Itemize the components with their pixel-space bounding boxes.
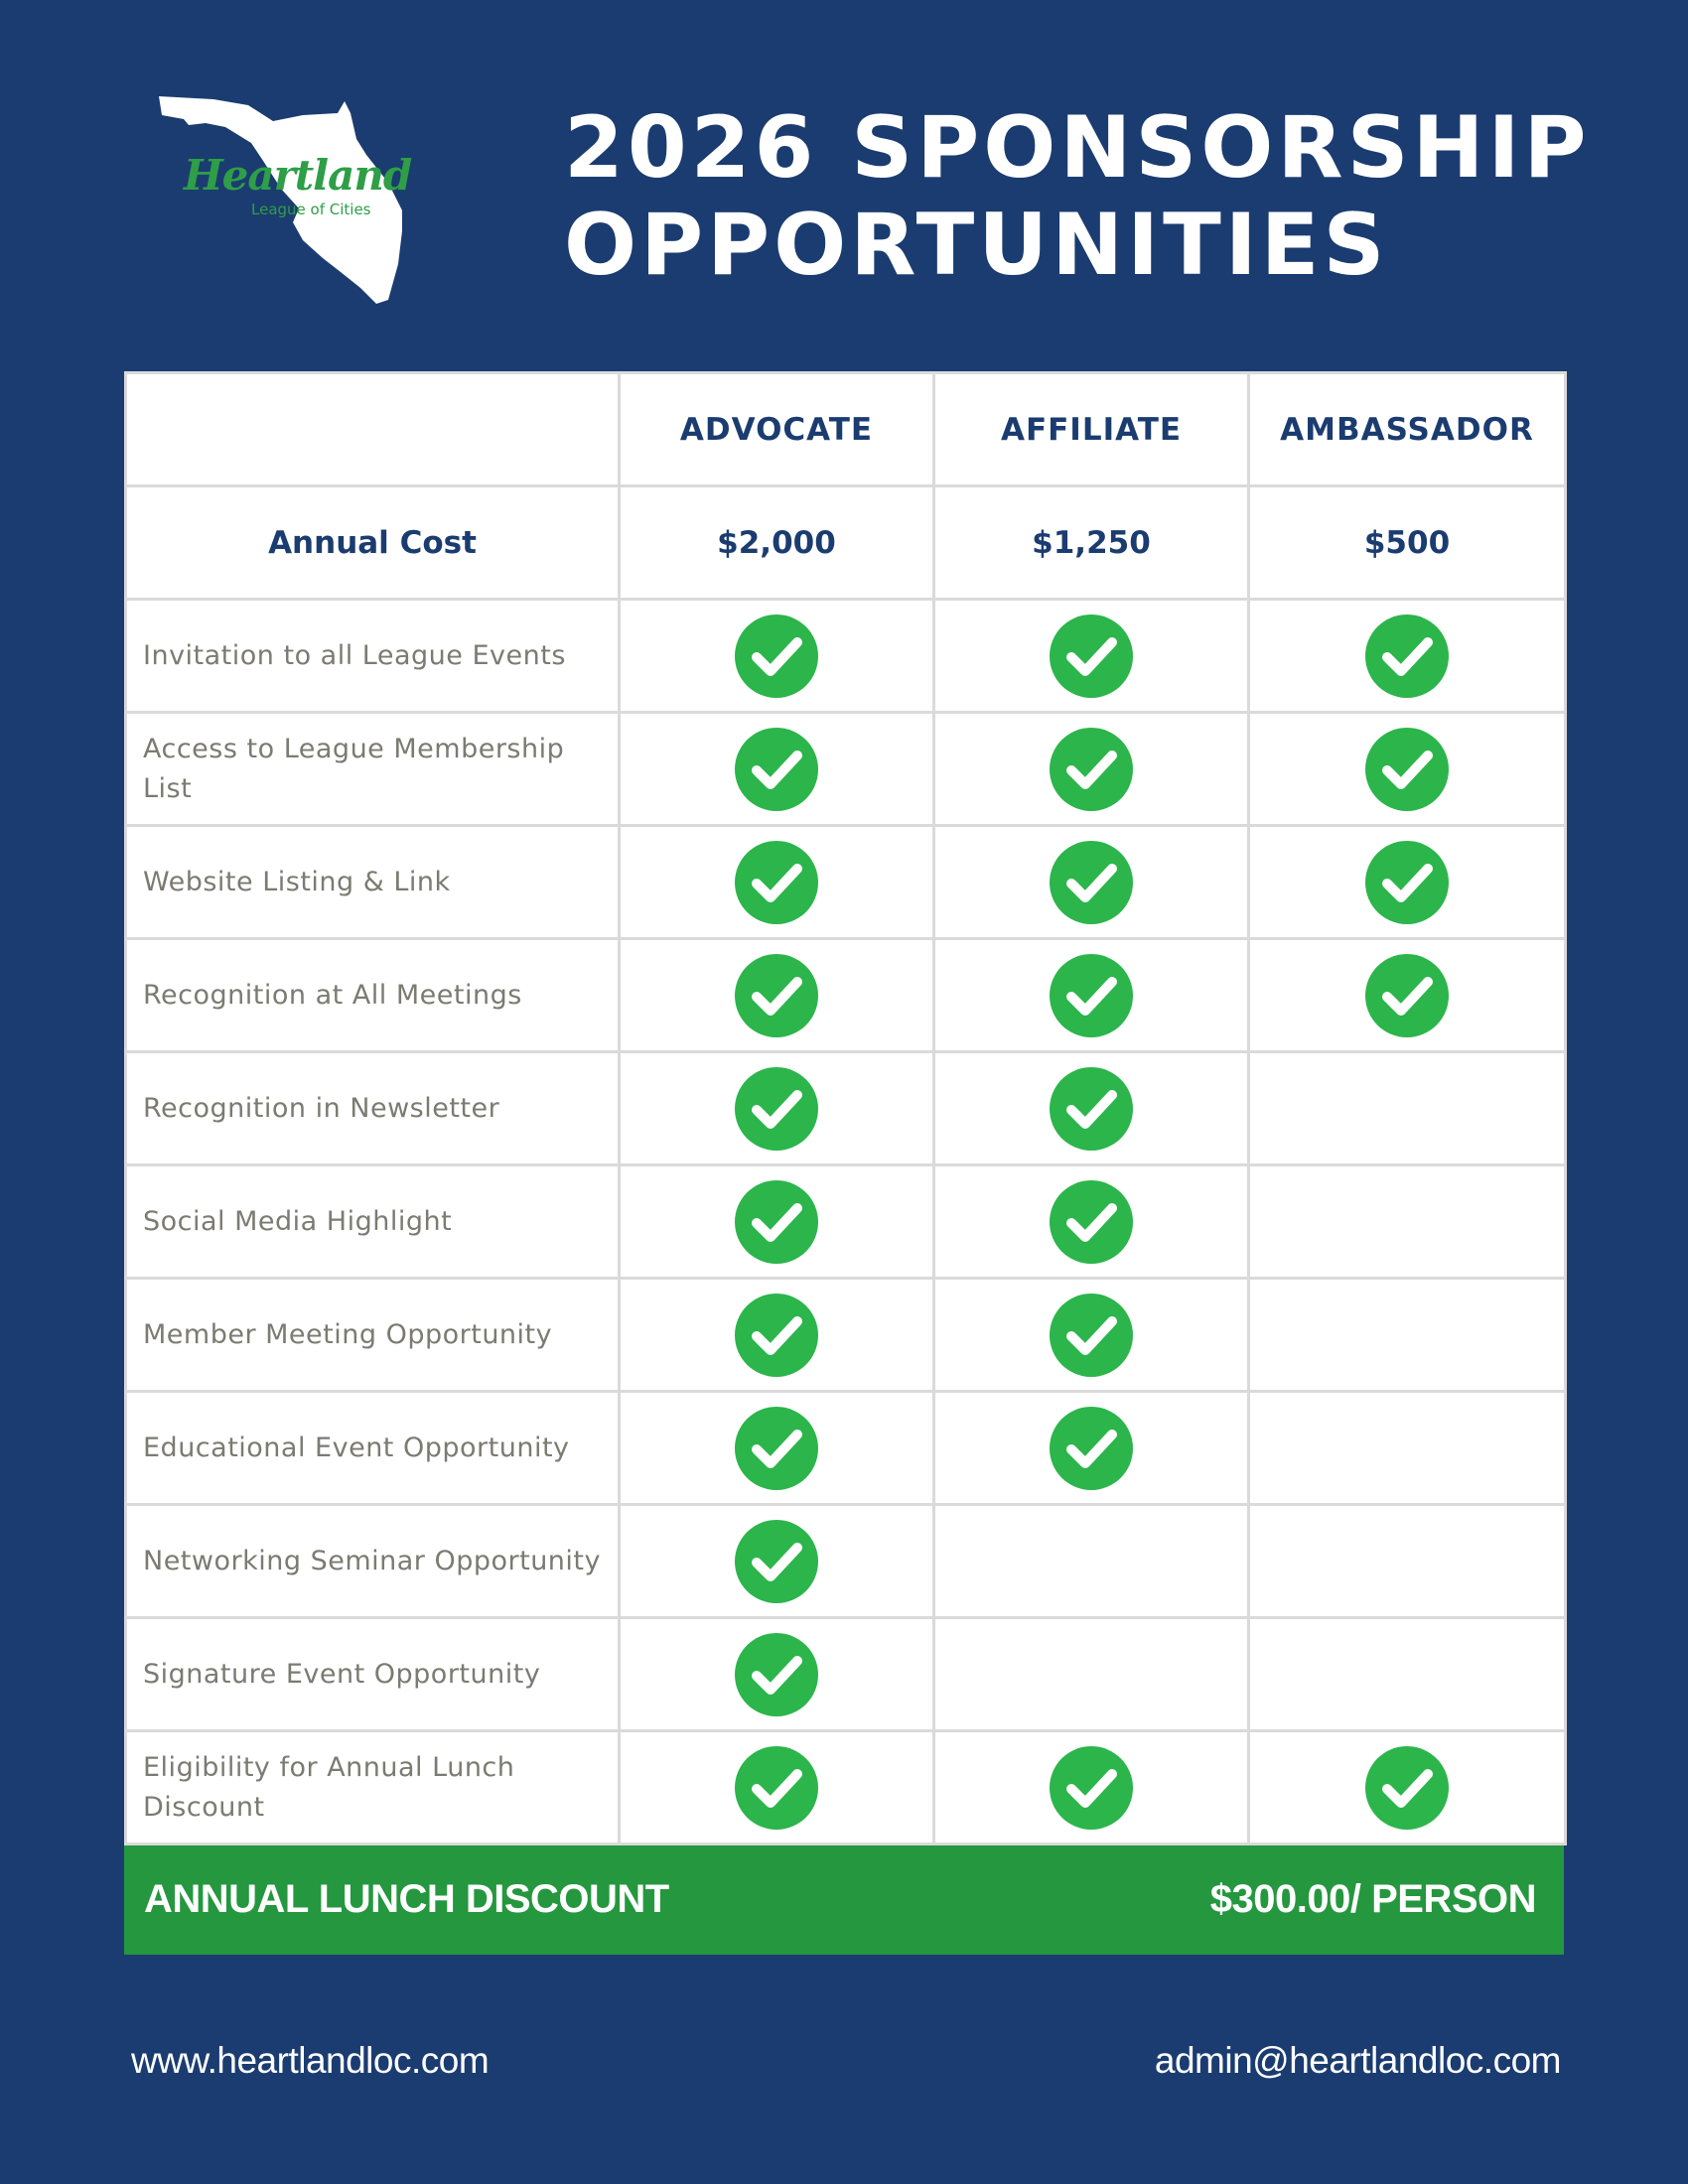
feature-label: Educational Event Opportunity xyxy=(126,1392,620,1505)
check-circle-icon xyxy=(734,1519,819,1604)
feature-cell-ambassador xyxy=(1249,1505,1566,1618)
feature-label: Social Media Highlight xyxy=(126,1165,620,1279)
check-circle-icon xyxy=(1049,840,1134,925)
check-circle-icon xyxy=(1049,1066,1134,1152)
logo-subtitle: League of Cities xyxy=(251,201,371,218)
feature-cell-advocate xyxy=(620,1052,934,1165)
feature-label: Access to League Membership List xyxy=(126,713,620,826)
feature-label: Eligibility for Annual Lunch Discount xyxy=(126,1731,620,1844)
check-circle-icon xyxy=(734,1745,819,1831)
check-circle-icon xyxy=(734,614,819,699)
feature-row xyxy=(126,1505,1566,1618)
feature-cell-ambassador xyxy=(1249,1279,1566,1392)
feature-cell-affiliate xyxy=(934,1392,1249,1505)
feature-row xyxy=(126,1165,1566,1279)
feature-row xyxy=(126,1392,1566,1505)
feature-label: Member Meeting Opportunity xyxy=(126,1279,620,1392)
sponsorship-table-container xyxy=(124,371,1564,1955)
feature-cell-ambassador xyxy=(1249,826,1566,939)
annual-cost-row xyxy=(126,486,1566,600)
check-circle-icon xyxy=(734,1179,819,1265)
tier-affiliate: AFFILIATE xyxy=(934,373,1249,486)
check-circle-icon xyxy=(1364,840,1450,925)
tier-advocate: ADVOCATE xyxy=(620,373,934,486)
feature-row xyxy=(126,1731,1566,1844)
feature-row xyxy=(126,1279,1566,1392)
feature-cell-affiliate xyxy=(934,1052,1249,1165)
feature-cell-ambassador xyxy=(1249,1052,1566,1165)
feature-label: Website Listing & Link xyxy=(126,826,620,939)
feature-cell-advocate xyxy=(620,1165,934,1279)
check-circle-icon xyxy=(1049,727,1134,812)
feature-cell-ambassador xyxy=(1249,1618,1566,1731)
feature-cell-affiliate xyxy=(934,1505,1249,1618)
feature-cell-ambassador xyxy=(1249,1392,1566,1505)
sponsorship-table xyxy=(124,371,1567,1845)
title-line-1: 2026 SPONSORSHIP xyxy=(564,98,1591,198)
page-title xyxy=(564,99,1656,294)
feature-cell-affiliate xyxy=(934,1731,1249,1844)
feature-cell-advocate xyxy=(620,713,934,826)
feature-cell-ambassador xyxy=(1249,713,1566,826)
feature-row xyxy=(126,600,1566,713)
check-circle-icon xyxy=(734,1066,819,1152)
check-circle-icon xyxy=(734,727,819,812)
feature-cell-advocate xyxy=(620,1731,934,1844)
feature-row xyxy=(126,939,1566,1052)
title-line-2: OPPORTUNITIES xyxy=(564,196,1389,295)
feature-label: Recognition at All Meetings xyxy=(126,939,620,1052)
check-circle-icon xyxy=(1049,614,1134,699)
cost-ambassador: $500 xyxy=(1249,486,1566,600)
check-circle-icon xyxy=(1364,953,1450,1038)
check-circle-icon xyxy=(1364,727,1450,812)
tier-header-row xyxy=(126,373,1566,486)
feature-label: Recognition in Newsletter xyxy=(126,1052,620,1165)
feature-cell-affiliate xyxy=(934,600,1249,713)
feature-label: Invitation to all League Events xyxy=(126,600,620,713)
feature-cell-affiliate xyxy=(934,1165,1249,1279)
feature-cell-ambassador xyxy=(1249,600,1566,713)
cost-affiliate: $1,250 xyxy=(934,486,1249,600)
empty-corner-cell xyxy=(126,373,620,486)
feature-row xyxy=(126,826,1566,939)
feature-cell-advocate xyxy=(620,939,934,1052)
check-circle-icon xyxy=(734,1293,819,1378)
feature-cell-affiliate xyxy=(934,1618,1249,1731)
check-circle-icon xyxy=(1049,1179,1134,1265)
lunch-discount-banner xyxy=(124,1845,1564,1955)
check-circle-icon xyxy=(734,953,819,1038)
feature-cell-affiliate xyxy=(934,826,1249,939)
feature-cell-affiliate xyxy=(934,713,1249,826)
check-circle-icon xyxy=(1364,1745,1450,1831)
email-link[interactable]: admin@heartlandloc.com xyxy=(1154,2040,1561,2081)
feature-row xyxy=(126,1052,1566,1165)
feature-cell-advocate xyxy=(620,600,934,713)
feature-cell-ambassador xyxy=(1249,939,1566,1052)
feature-label: Networking Seminar Opportunity xyxy=(126,1505,620,1618)
check-circle-icon xyxy=(734,1632,819,1717)
feature-cell-affiliate xyxy=(934,1279,1249,1392)
cost-advocate: $2,000 xyxy=(620,486,934,600)
check-circle-icon xyxy=(734,1406,819,1491)
check-circle-icon xyxy=(1364,614,1450,699)
feature-cell-advocate xyxy=(620,1505,934,1618)
check-circle-icon xyxy=(1049,1745,1134,1831)
heartland-logo xyxy=(154,91,412,310)
feature-cell-ambassador xyxy=(1249,1165,1566,1279)
lunch-discount-value: $300.00/ PERSON xyxy=(1209,1877,1536,1921)
feature-cell-advocate xyxy=(620,1392,934,1505)
feature-cell-affiliate xyxy=(934,939,1249,1052)
feature-cell-advocate xyxy=(620,1279,934,1392)
check-circle-icon xyxy=(1049,1293,1134,1378)
feature-row xyxy=(126,1618,1566,1731)
feature-cell-advocate xyxy=(620,1618,934,1731)
logo-wordmark: Heartland xyxy=(184,151,412,200)
lunch-discount-label: ANNUAL LUNCH DISCOUNT xyxy=(144,1877,669,1921)
annual-cost-label: Annual Cost xyxy=(126,486,620,600)
tier-ambassador: AMBASSADOR xyxy=(1249,373,1566,486)
feature-cell-advocate xyxy=(620,826,934,939)
feature-label: Signature Event Opportunity xyxy=(126,1618,620,1731)
feature-row xyxy=(126,713,1566,826)
check-circle-icon xyxy=(734,840,819,925)
check-circle-icon xyxy=(1049,953,1134,1038)
sponsorship-table-body xyxy=(126,373,1566,1844)
feature-cell-ambassador xyxy=(1249,1731,1566,1844)
check-circle-icon xyxy=(1049,1406,1134,1491)
website-link[interactable]: www.heartlandloc.com xyxy=(131,2040,490,2081)
